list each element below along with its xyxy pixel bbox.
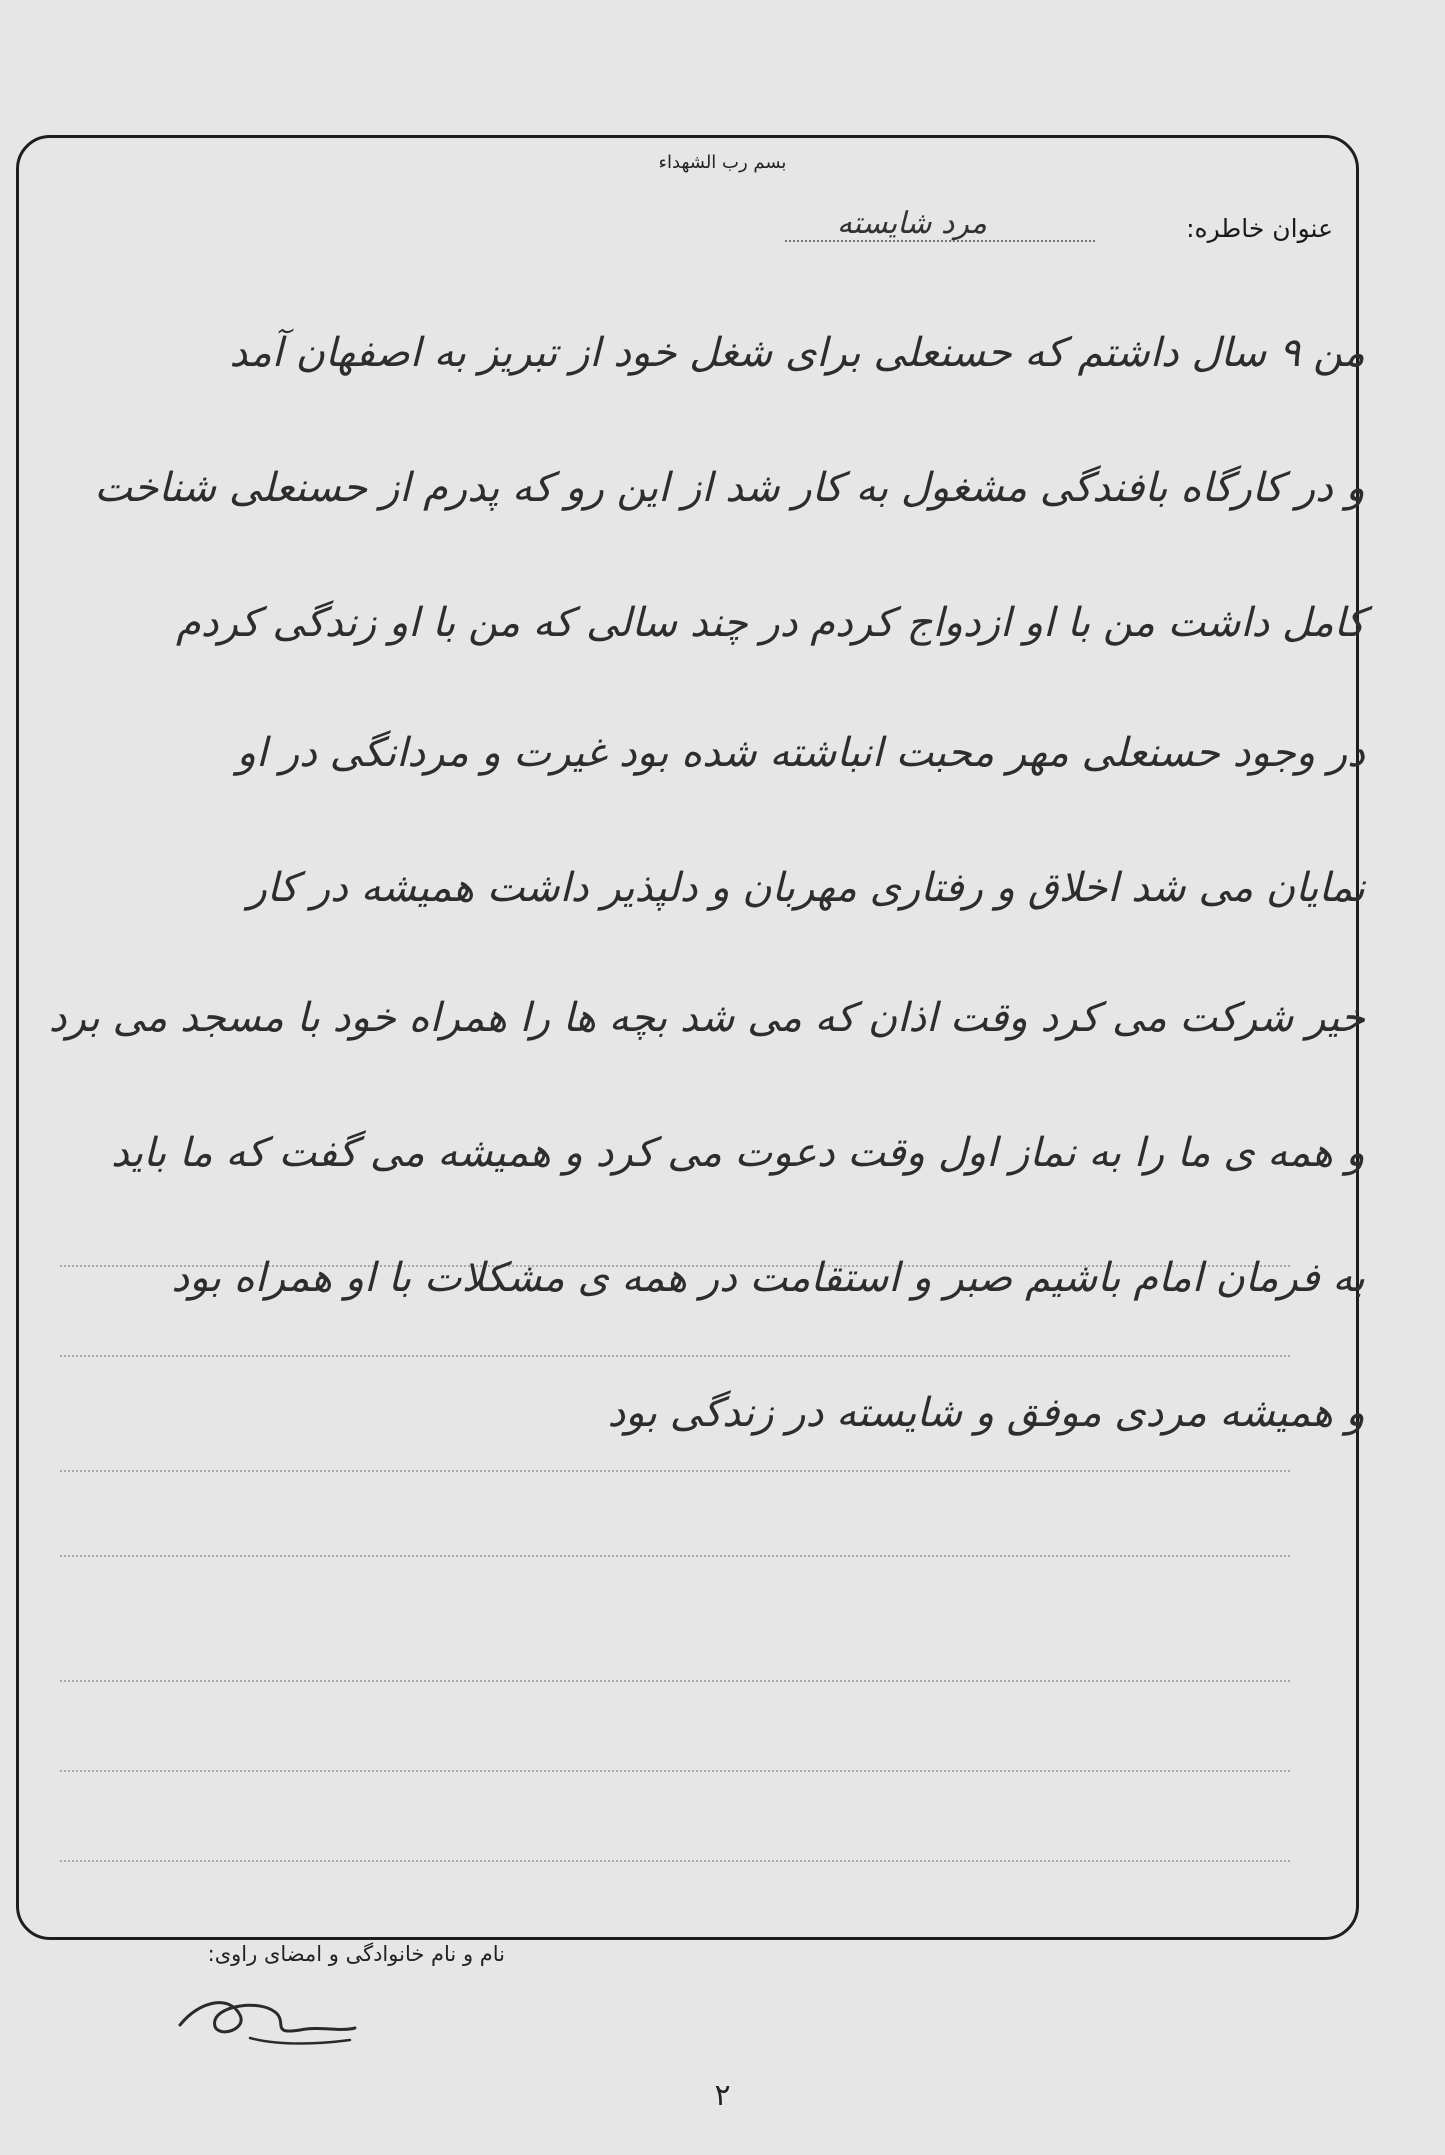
body-line: به فرمان امام باشیم صبر و استقامت در همه ی مشکلات با او همراه بود xyxy=(171,1255,1365,1301)
body-line: و همیشه مردی موفق و شایسته در زندگی بود xyxy=(607,1390,1365,1436)
header-title: بسم رب الشهداء xyxy=(658,152,787,173)
narrator-signature-label: نام و نام خانوادگی و امضای راوی: xyxy=(207,1942,505,1966)
memo-title-value: مرد شایسته xyxy=(836,206,987,241)
body-line: در وجود حسنعلی مهر محبت انباشته شده بود غیرت و مردانگی در او xyxy=(236,730,1365,776)
memo-title-label: عنوان خاطره: xyxy=(1186,214,1333,243)
handwritten-signature-icon xyxy=(170,1980,360,2055)
body-line: نمایان می شد اخلاق و رفتاری مهربان و دلپذیر داشت همیشه در کار xyxy=(247,865,1365,911)
memo-title-dotted-line xyxy=(785,240,1095,242)
page-number: ۲ xyxy=(714,2078,731,2113)
body-line: کامل داشت من با او ازدواج کردم در چند سالی که من با او زندگی کردم xyxy=(176,600,1365,646)
body-line: من ۹ سال داشتم که حسنعلی برای شغل خود از تبریز به اصفهان آمد xyxy=(229,330,1365,376)
body-line: و در کارگاه بافندگی مشغول به کار شد از این رو که پدرم از حسنعلی شناخت xyxy=(94,465,1365,511)
body-line: خیر شرکت می کرد وقت اذان که می شد بچه ها را همراه خود با مسجد می برد xyxy=(48,995,1365,1041)
body-line: و همه ی ما را به نماز اول وقت دعوت می کرد و همیشه می گفت که ما باید xyxy=(110,1130,1365,1176)
